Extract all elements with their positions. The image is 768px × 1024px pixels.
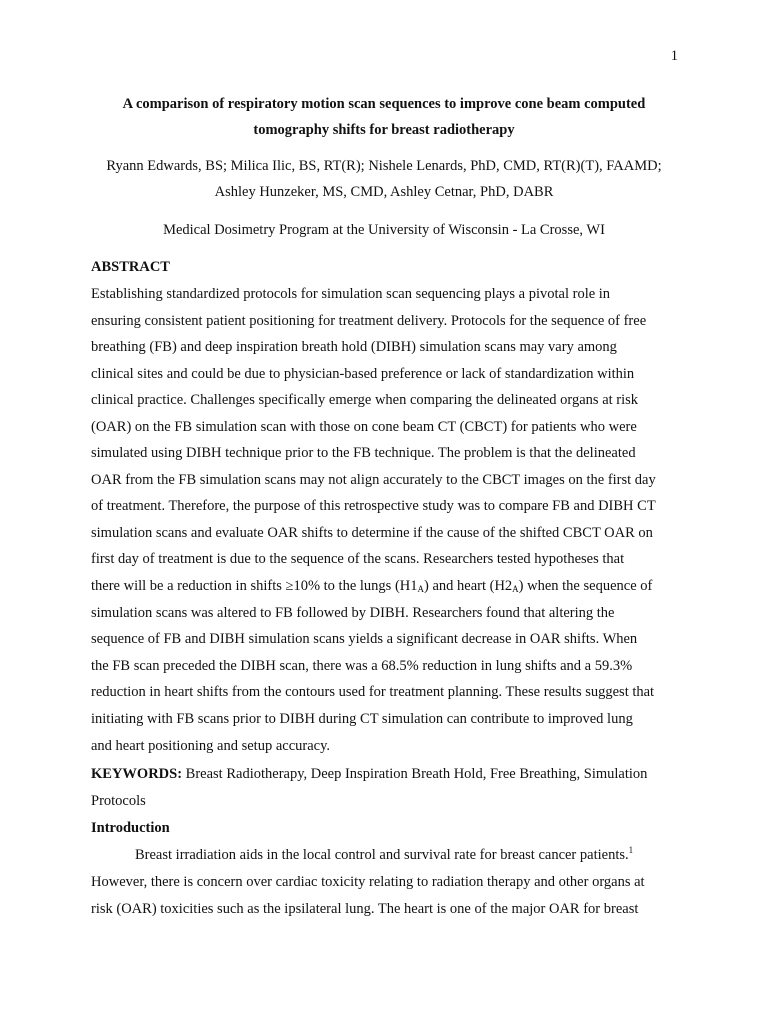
abstract-line-hypotheses — [91, 577, 681, 595]
authors-line-1: Ryann Edwards, BS; Milica Ilic, BS, RT(R); Nishele Lenards, PhD, CMD, RT(R)(T), FAAMD; — [106, 158, 662, 174]
intro-first-line-text: Breast irradiation aids in the local control and survival rate for breast cancer patients. — [135, 847, 629, 863]
abstract-line: OAR from the FB simulation scans may not align accurately to the CBCT images on the first day — [91, 472, 656, 488]
keywords-label: KEYWORDS: — [91, 766, 183, 782]
abstract-line: of treatment. Therefore, the purpose of this retrospective study was to compare FB and DIBH CT — [91, 498, 656, 514]
intro-line: risk (OAR) toxicities such as the ipsilateral lung. The heart is one of the major OAR for breast — [91, 901, 639, 917]
keywords-text: Breast Radiotherapy, Deep Inspiration Breath Hold, Free Breathing, Simulation — [182, 766, 648, 782]
abstract-line: and heart positioning and setup accuracy. — [91, 738, 331, 754]
introduction-heading: Introduction — [91, 820, 170, 836]
abstract-line: simulation scans and evaluate OAR shifts to determine if the cause of the shifted CBCT OAR on — [91, 525, 653, 541]
abstract-line: Establishing standardized protocols for simulation scan sequencing plays a pivotal role in — [91, 286, 611, 302]
abstract-line: simulation scans was altered to FB followed by DIBH. Researchers found that altering the — [91, 605, 615, 621]
abstract-line: first day of treatment is due to the sequence of the scans. Researchers tested hypotheses that — [91, 551, 625, 567]
abstract-line: sequence of FB and DIBH simulation scans yields a significant decrease in OAR shifts. When — [91, 631, 638, 647]
abstract-line: reduction in heart shifts from the contours used for treatment planning. These results suggest that — [91, 684, 655, 700]
title-line-1: A comparison of respiratory motion scan sequences to improve cone beam computed — [122, 96, 646, 112]
abstract-line: clinical sites and could be due to physician-based preference or lack of standardization within — [91, 366, 635, 382]
abstract-line: clinical practice. Challenges specifically emerge when comparing the delineated organs at risk — [91, 392, 639, 408]
abstract-heading: ABSTRACT — [91, 259, 170, 275]
hypothesis-text-before: there will be a reduction in shifts ≥10% to the lungs (H1 — [91, 578, 418, 594]
title-line-2: tomography shifts for breast radiotherapy — [253, 122, 515, 138]
hypothesis-text-middle: ) and heart (H2 — [424, 578, 513, 594]
abstract-line: breathing (FB) and deep inspiration breath hold (DIBH) simulation scans may vary among — [91, 339, 617, 355]
affiliation: Medical Dosimetry Program at the University of Wisconsin - La Crosse, WI — [163, 222, 605, 238]
intro-first-line — [135, 846, 725, 864]
page-number: 1 — [670, 48, 678, 64]
abstract-line: simulated using DIBH technique prior to the FB technique. The problem is that the delineated — [91, 445, 636, 461]
abstract-line: (OAR) on the FB simulation scan with those on cone beam CT (CBCT) for patients who were — [91, 419, 637, 435]
abstract-line: the FB scan preceded the DIBH scan, there was a 68.5% reduction in lung shifts and a 59.3% — [91, 658, 633, 674]
hypothesis-subscript-1: A — [417, 584, 424, 594]
intro-line: However, there is concern over cardiac toxicity relating to radiation therapy and other organs at — [91, 874, 645, 890]
abstract-line: initiating with FB scans prior to DIBH during CT simulation can contribute to improved lung — [91, 711, 633, 727]
keywords-line-2: Protocols — [91, 793, 146, 809]
keywords-line — [91, 765, 681, 783]
author-list — [80, 153, 688, 205]
hypothesis-text-after: ) when the sequence of — [518, 578, 653, 594]
hypothesis-subscript-2: A — [512, 584, 519, 594]
paper-title — [90, 91, 678, 143]
authors-line-2: Ashley Hunzeker, MS, CMD, Ashley Cetnar, PhD, DABR — [214, 184, 554, 200]
abstract-line: ensuring consistent patient positioning for treatment delivery. Protocols for the sequence of free — [91, 313, 647, 329]
citation-superscript: 1 — [628, 845, 634, 855]
